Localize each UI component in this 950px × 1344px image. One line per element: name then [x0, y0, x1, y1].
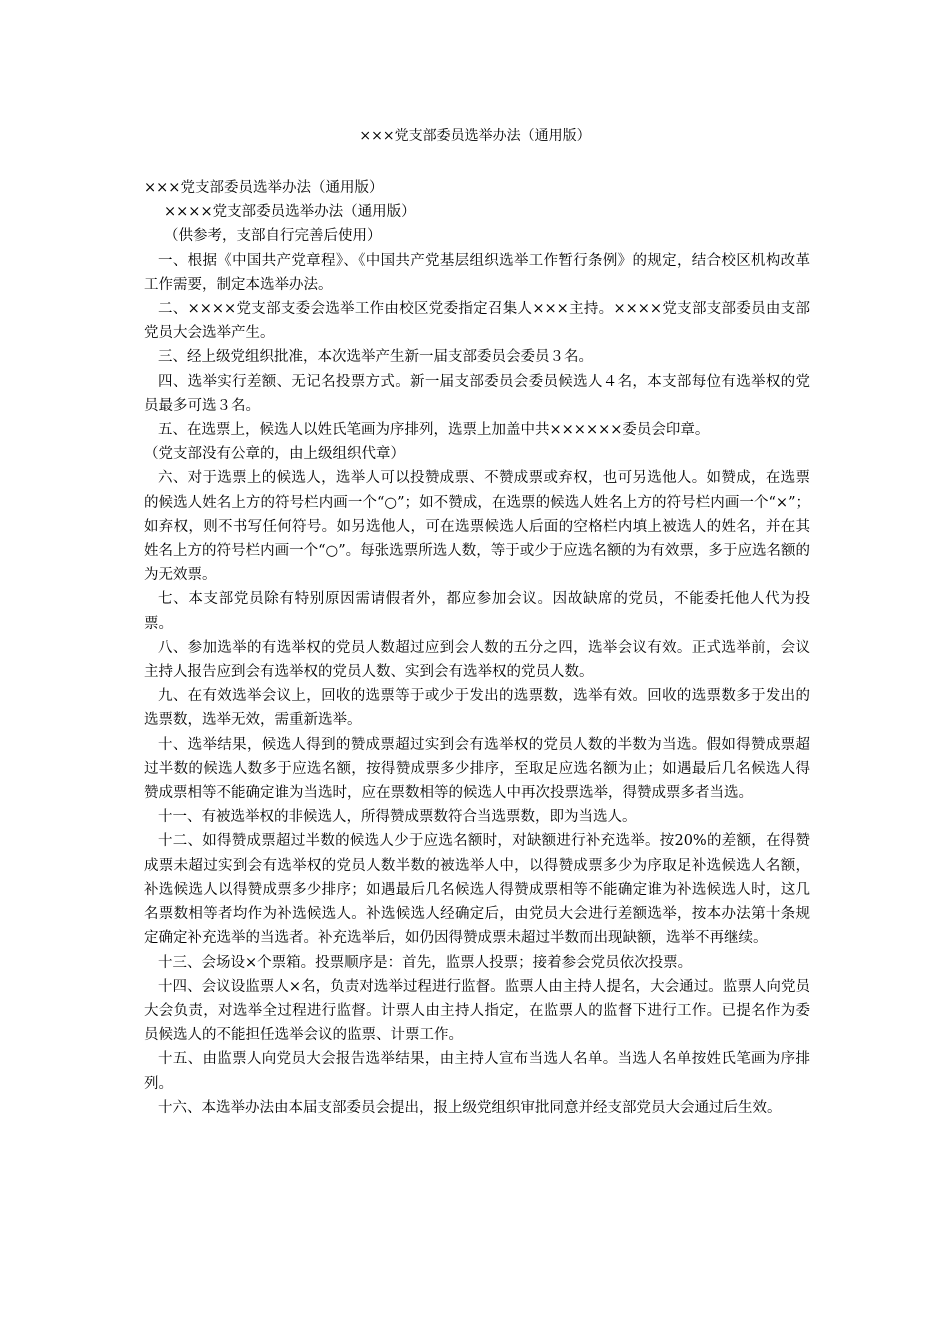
paragraph-article-5-note: （党支部没有公章的，由上级组织代章）	[144, 446, 405, 463]
document-title: ×××党支部委员选举办法（通用版）	[359, 128, 591, 144]
paragraph-article-2: 二、××××党支部支委会选举工作由校区党委指定召集人×××主持。××××党支部支部委员由支部党员大会选举产生。	[144, 301, 810, 342]
paragraph-article-5: 五、在选票上，候选人以姓氏笔画为序排列，选票上加盖中共××××××委员会印章。	[158, 422, 710, 439]
paragraph-article-13: 十三、会场设×个票箱。投票顺序是：首先，监票人投票；接着参会党员依次投票。	[158, 954, 693, 971]
paragraph-article-14: 十四、会议设监票人×名，负责对选举过程进行监督。监票人由主持人提名，大会通过。监票人向党员大会负责，对选举全过程进行监督。计票人由主持人指定，在监票人的监督下进行工作。已提名作为委员候选人的不能担任选举会议的监票、计票工作。	[144, 978, 810, 1044]
paragraph-article-7: 七、本支部党员除有特别原因需请假者外，都应参加会议。因故缺席的党员，不能委托他人代为投票。	[144, 591, 810, 632]
paragraph-article-16: 十六、本选举办法由本届支部委员会提出，报上级党组织审批同意并经支部党员大会通过后生效。	[158, 1099, 782, 1116]
paragraph-article-6: 六、对于选票上的候选人，选举人可以投赞成票、不赞成票或弃权，也可另选他人。如赞成，在选票的候选人姓名上方的符号栏内画一个“○”；如不赞成，在选票的候选人姓名上方的符号栏内画一个“×”；如弃权，则不书写任何符号。如另选他人，可在选票候选人后面的空格栏内填上被选人的姓名，并在其姓名上方的符号栏内画一个“○”。每张选票所选人数，等于或少于应选名额的为有效票，多于应选名额的为无效票。	[144, 470, 810, 584]
paragraph-article-9: 九、在有效选举会议上，回收的选票等于或少于发出的选票数，选举有效。回收的选票数多于发出的选票数，选举无效，需重新选举。	[144, 688, 810, 729]
paragraph-article-8: 八、参加选举的有选举权的党员人数超过应到会人数的五分之四，选举会议有效。正式选举前，会议主持人报告应到会有选举权的党员人数、实到会有选举权的党员人数。	[144, 639, 810, 681]
paragraph-heading-2: ××××党支部委员选举办法（通用版）	[164, 204, 416, 221]
paragraph-heading-1: ×××党支部委员选举办法（通用版）	[144, 180, 384, 196]
paragraph-article-1: 一、根据《中国共产党章程》、《中国共产党基层组织选举工作暂行条例》的规定，结合校区机构改革工作需要，制定本选举办法。	[144, 252, 810, 293]
paragraph-article-4: 四、选举实行差额、无记名投票方式。新一届支部委员会委员候选人４名，本支部每位有选举权的党员最多可选３名。	[144, 373, 810, 414]
paragraph-article-10: 十、选举结果，候选人得到的赞成票超过实到会有选举权的党员人数的半数为当选。假如得赞成票超过半数的候选人数多于应选名额，按得赞成票多少排序，至取足应选名额为止；如遇最后几名候选人得赞成票相等不能确定谁为当选时，应在票数相等的候选人中再次投票选举，得赞成票多者当选。	[144, 736, 810, 802]
paragraph-article-11: 十一、有被选举权的非候选人，所得赞成票数符合当选票数，即为当选人。	[158, 809, 637, 826]
paragraph-note: （供参考，支部自行完善后使用）	[164, 228, 382, 245]
paragraph-article-12: 十二、如得赞成票超过半数的候选人少于应选名额时，对缺额进行补充选举。按20%的差额，在得赞成票未超过实到会有选举权的党员人数半数的被选举人中，以得赞成票多少为序取足补选候选人名额，补选候选人以得赞成票多少排序；如遇最后几名候选人得赞成票相等不能确定谁为补选候选人时，这几名票数相等者均作为补选候选人。补选候选人经确定后，由党员大会进行差额选举，按本办法第十条规定确定补充选举的当选者。补充选举后，如仍因得赞成票未超过半数而出现缺额，选举不再继续。	[144, 833, 810, 947]
document-body	[144, 176, 810, 1120]
paragraph-article-15: 十五、由监票人向党员大会报告选举结果，由主持人宣布当选人名单。当选人名单按姓氏笔画为序排列。	[144, 1051, 810, 1092]
paragraph-article-3: 三、经上级党组织批准，本次选举产生新一届支部委员会委员３名。	[158, 349, 593, 366]
